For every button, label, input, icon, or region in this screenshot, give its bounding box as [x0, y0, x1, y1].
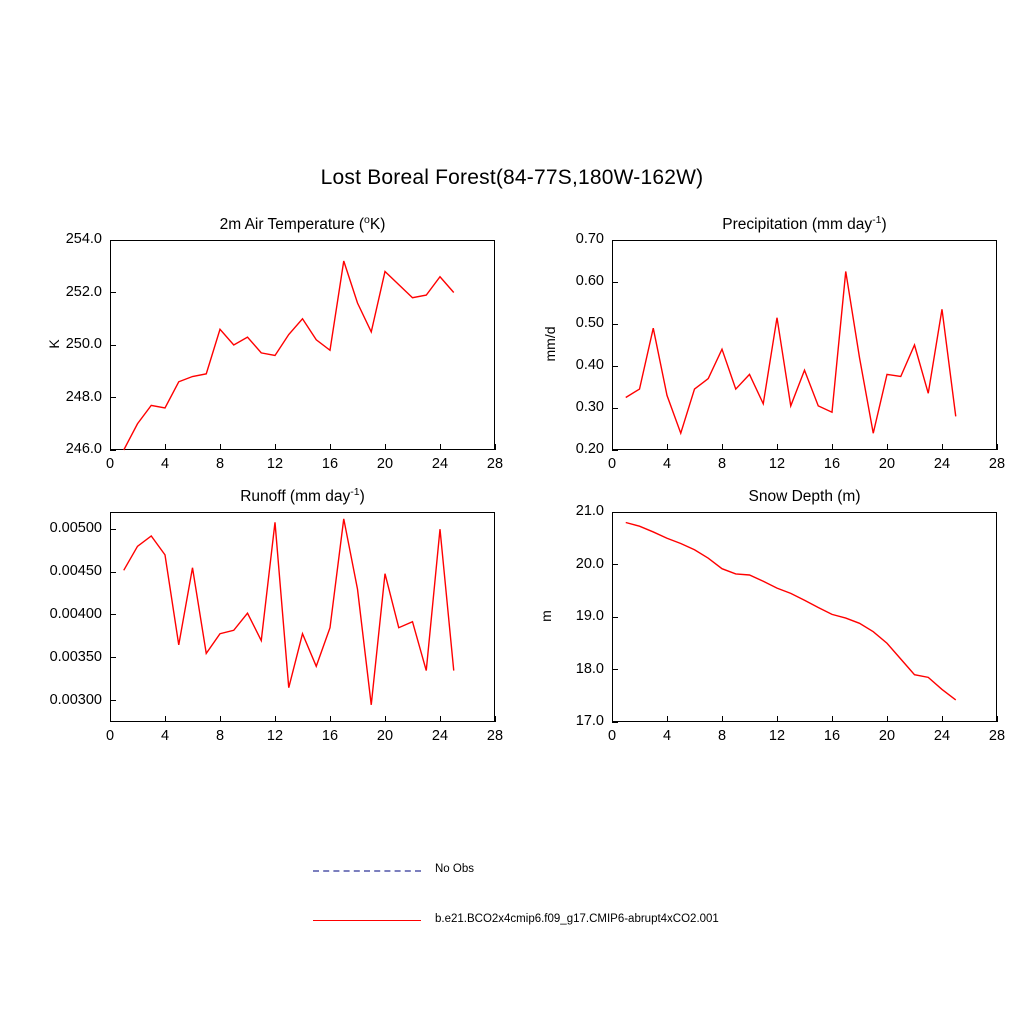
x-tick-label: 0 — [105, 728, 115, 744]
y-axis-label-text: mm/d — [542, 326, 558, 362]
x-tick-mark — [667, 444, 668, 450]
x-tick-label: 0 — [105, 456, 115, 472]
legend-swatch-solid — [313, 920, 421, 921]
panel-title-main: Runoff (mm day — [240, 488, 351, 506]
x-tick-mark — [777, 444, 778, 450]
x-tick-label: 28 — [486, 456, 504, 472]
panel-title-main: Precipitation (mm day — [722, 216, 873, 234]
y-tick-label: 0.00300 — [49, 691, 102, 708]
x-tick-label: 16 — [321, 728, 339, 744]
x-tick-label: 28 — [988, 456, 1006, 472]
y-tick-mark — [612, 450, 618, 451]
series-line-air-temperature — [110, 240, 495, 450]
x-tick-label: 12 — [266, 456, 284, 472]
y-tick-mark — [110, 397, 116, 398]
panel-title-tail: K) — [369, 216, 386, 234]
x-tick-mark — [275, 716, 276, 722]
y-axis-label-text: m — [538, 610, 554, 622]
x-tick-mark — [832, 444, 833, 450]
y-tick-label: 0.20 — [575, 441, 604, 457]
panel-title-runoff — [110, 486, 495, 506]
page-title — [0, 166, 1024, 190]
y-tick-mark — [612, 324, 618, 325]
y-tick-mark — [612, 564, 618, 565]
x-tick-mark — [165, 444, 166, 450]
x-tick-label: 24 — [933, 456, 951, 472]
y-tick-mark — [110, 450, 116, 451]
y-tick-label: 250.0 — [65, 336, 102, 352]
y-tick-label: 0.50 — [575, 315, 604, 331]
y-tick-mark — [612, 408, 618, 409]
y-tick-mark — [612, 240, 618, 241]
series-line-precipitation — [612, 240, 997, 450]
x-tick-label: 0 — [607, 456, 617, 472]
panel-precipitation — [542, 214, 1006, 472]
y-tick-label: 20.0 — [575, 555, 604, 572]
legend-label-no-obs: No Obs — [435, 863, 474, 875]
y-tick-label: 18.0 — [575, 660, 604, 677]
series-line-snow-depth — [612, 512, 997, 722]
x-tick-mark — [220, 444, 221, 450]
y-tick-label: 0.00450 — [49, 563, 102, 579]
x-tick-mark — [942, 716, 943, 722]
y-tick-mark — [612, 617, 618, 618]
x-tick-label: 28 — [988, 728, 1006, 744]
x-tick-label: 24 — [431, 728, 449, 744]
y-tick-mark — [110, 657, 116, 658]
y-tick-label: 0.30 — [575, 399, 604, 415]
y-tick-label: 21.0 — [575, 503, 604, 519]
x-tick-mark — [110, 716, 111, 722]
x-tick-label: 20 — [878, 456, 896, 472]
series-line-runoff — [110, 512, 495, 722]
y-tick-mark — [110, 700, 116, 701]
x-tick-label: 28 — [486, 728, 504, 744]
y-axis-label-text: K — [46, 339, 62, 349]
x-tick-label: 8 — [215, 728, 225, 744]
y-tick-mark — [612, 512, 618, 513]
x-tick-mark — [440, 716, 441, 722]
panel-air-temperature — [46, 214, 504, 472]
main-title-text: Lost Boreal Forest(84-77S,180W-162W) — [320, 166, 704, 189]
x-tick-mark — [887, 444, 888, 450]
x-tick-mark — [722, 444, 723, 450]
panel-title-air-temperature — [110, 214, 495, 234]
y-tick-mark — [110, 292, 116, 293]
panel-title-snow-depth — [612, 486, 997, 506]
x-tick-label: 4 — [662, 728, 672, 744]
x-tick-mark — [667, 716, 668, 722]
x-tick-label: 4 — [662, 456, 672, 472]
x-tick-mark — [997, 716, 998, 722]
y-tick-mark — [110, 240, 116, 241]
x-tick-mark — [385, 716, 386, 722]
x-tick-mark — [275, 444, 276, 450]
y-tick-label: 0.00400 — [49, 605, 102, 622]
y-tick-mark — [110, 529, 116, 530]
y-tick-mark — [110, 345, 116, 346]
y-tick-mark — [612, 282, 618, 283]
x-tick-mark — [997, 444, 998, 450]
x-tick-label: 16 — [321, 456, 339, 472]
x-tick-label: 20 — [878, 728, 896, 744]
y-tick-mark — [110, 572, 116, 573]
x-tick-label: 20 — [376, 728, 394, 744]
x-tick-mark — [722, 716, 723, 722]
y-tick-label: 252.0 — [65, 283, 102, 300]
panel-snow-depth — [538, 488, 1006, 744]
x-tick-mark — [777, 716, 778, 722]
y-tick-label: 0.00350 — [49, 648, 102, 665]
panel-title-precipitation — [612, 214, 997, 234]
y-tick-label: 17.0 — [575, 713, 604, 729]
x-tick-label: 0 — [607, 728, 617, 744]
panel-title-tail: ) — [359, 488, 365, 506]
x-tick-mark — [385, 444, 386, 450]
x-tick-label: 16 — [823, 456, 841, 472]
x-tick-label: 4 — [160, 728, 170, 744]
x-tick-mark — [942, 444, 943, 450]
x-tick-label: 20 — [376, 456, 394, 472]
panel-title-sup: o — [364, 214, 370, 226]
legend-swatch-dashed — [313, 870, 421, 872]
x-tick-label: 12 — [768, 456, 786, 472]
panel-title-sup: -1 — [872, 214, 882, 226]
legend-label-model-run: b.e21.BCO2x4cmip6.f09_g17.CMIP6-abrupt4xCO2.001 — [435, 913, 719, 925]
x-tick-mark — [832, 716, 833, 722]
x-tick-mark — [495, 716, 496, 722]
y-tick-label: 0.70 — [575, 231, 604, 247]
y-tick-label: 0.00500 — [49, 520, 102, 537]
x-tick-mark — [220, 716, 221, 722]
x-tick-label: 12 — [768, 728, 786, 744]
y-tick-label: 0.60 — [575, 273, 604, 289]
x-tick-mark — [440, 444, 441, 450]
x-tick-label: 12 — [266, 728, 284, 744]
x-tick-mark — [887, 716, 888, 722]
y-tick-label: 248.0 — [65, 388, 102, 405]
y-tick-label: 19.0 — [575, 608, 604, 624]
y-tick-mark — [110, 614, 116, 615]
x-tick-label: 24 — [933, 728, 951, 744]
x-tick-label: 4 — [160, 456, 170, 472]
y-tick-label: 246.0 — [65, 441, 102, 457]
panel-title-main: Snow Depth (m) — [748, 488, 861, 506]
x-tick-mark — [330, 716, 331, 722]
y-tick-mark — [612, 669, 618, 670]
x-tick-label: 8 — [717, 728, 727, 744]
y-tick-mark — [612, 366, 618, 367]
y-tick-mark — [612, 722, 618, 723]
y-tick-label: 0.40 — [575, 357, 604, 373]
x-tick-label: 8 — [215, 456, 225, 472]
panel-title-sup: -1 — [350, 486, 360, 498]
x-tick-mark — [330, 444, 331, 450]
x-tick-mark — [165, 716, 166, 722]
x-tick-mark — [495, 444, 496, 450]
x-tick-label: 24 — [431, 456, 449, 472]
panel-runoff — [49, 486, 504, 744]
x-tick-label: 8 — [717, 456, 727, 472]
panel-title-tail: ) — [881, 216, 887, 234]
y-tick-label: 254.0 — [65, 231, 102, 247]
panel-title-main: 2m Air Temperature ( — [219, 216, 365, 234]
x-tick-label: 16 — [823, 728, 841, 744]
